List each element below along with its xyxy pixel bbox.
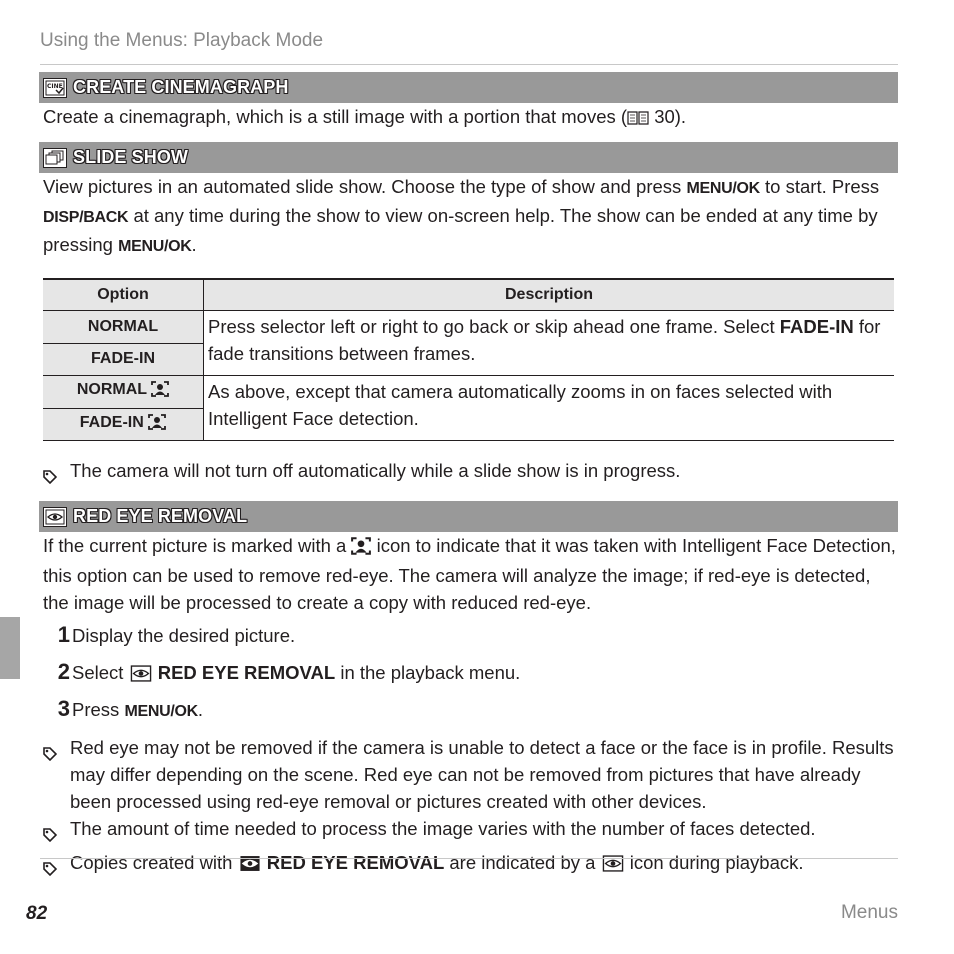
- face-detection-icon: [148, 414, 166, 435]
- header-divider: [40, 64, 898, 65]
- step-item: [43, 622, 898, 659]
- slideshow-description: View pictures in an automated slide show. Choose the type of show and press MENU/OK to start. Press DISP/BACK at any time during the show to view on-screen help. The show can be ended at any time by pressing MENU/OK.: [43, 176, 880, 255]
- section-title: SLIDE SHOW: [73, 147, 189, 167]
- cinemagraph-description: Create a cinemagraph, which is a still image with a portion that moves ( 30).: [43, 103, 898, 133]
- note-icon: [43, 734, 70, 815]
- step-number: 2: [57, 659, 70, 684]
- book-icon: [627, 106, 649, 133]
- slideshow-note: The camera will not turn off automatically while a slide show is in progress.: [43, 457, 898, 491]
- redeye-steps: [43, 622, 898, 733]
- footer-label: Menus: [840, 902, 898, 923]
- column-header-description: Description: [204, 279, 895, 311]
- redeye-note: The amount of time needed to process the image varies with the number of faces detected.: [43, 815, 898, 849]
- note-icon: [43, 849, 70, 883]
- redeye-note: Red eye may not be removed if the camera is unable to detect a face or the face is in profile. Results may differ depending on the scene. Red eye can not be removed from pictures that have already been processed using red-eye removal or pictures created with other devices.: [43, 734, 898, 815]
- column-header-option: Option: [43, 279, 204, 311]
- option-fade-in-face: FADE-IN: [43, 408, 204, 441]
- slideshow-options-table: [43, 278, 894, 441]
- table-row: [43, 376, 894, 409]
- table-row: [43, 311, 894, 344]
- option-description: Press selector left or right to go back or skip ahead one frame. Select FADE-IN for fade transitions between frames.: [204, 311, 895, 376]
- red-eye-icon: [129, 665, 153, 687]
- footer-divider: [40, 858, 898, 859]
- section-header-cinemagraph: [39, 72, 898, 103]
- cine-icon: [43, 78, 67, 98]
- page-content: [43, 72, 898, 883]
- step-item: [43, 659, 898, 696]
- step-item: [43, 696, 898, 733]
- page-header: Using the Menus: Playback Mode: [40, 30, 324, 51]
- section-header-redeye: [39, 501, 898, 532]
- chapter-tab: [0, 617, 20, 679]
- option-normal: NORMAL: [43, 311, 204, 344]
- step-text: Select RED EYE REMOVAL in the playback menu.: [72, 662, 520, 687]
- note-icon: [43, 457, 70, 491]
- section-header-slideshow: [39, 142, 898, 173]
- note-icon: [43, 815, 70, 849]
- step-number: 1: [57, 622, 70, 647]
- svg-text:CINE: CINE: [47, 82, 63, 90]
- red-eye-icon: [601, 852, 625, 879]
- option-normal-face: NORMAL: [43, 376, 204, 409]
- face-detection-icon: [351, 535, 371, 562]
- slideshow-icon: [43, 148, 67, 168]
- page-number: 82: [26, 903, 48, 924]
- step-number: 3: [57, 696, 70, 721]
- step-text: Display the desired picture.: [72, 625, 296, 646]
- red-eye-icon: [43, 507, 67, 527]
- section-title: CREATE CINEMAGRAPH: [73, 77, 289, 97]
- section-title: RED EYE REMOVAL: [73, 506, 248, 526]
- redeye-note: Copies created with RED EYE REMOVAL are indicated by a icon during playback.: [43, 849, 898, 883]
- table-header-row: [43, 279, 894, 311]
- face-detection-icon: [151, 381, 169, 402]
- step-text: Press MENU/OK.: [72, 699, 204, 720]
- option-description: As above, except that camera automatically zooms in on faces selected with Intelligent Face detection.: [204, 376, 895, 441]
- redeye-description: If the current picture is marked with a icon to indicate that it was taken with Intelligent Face Detection, this option can be used to remove red-eye. The camera will analyze the image; if red-eye is detected, the image will be processed to create a copy with reduced red-eye.: [43, 535, 896, 613]
- option-fade-in: FADE-IN: [43, 343, 204, 376]
- red-eye-icon: [238, 852, 262, 879]
